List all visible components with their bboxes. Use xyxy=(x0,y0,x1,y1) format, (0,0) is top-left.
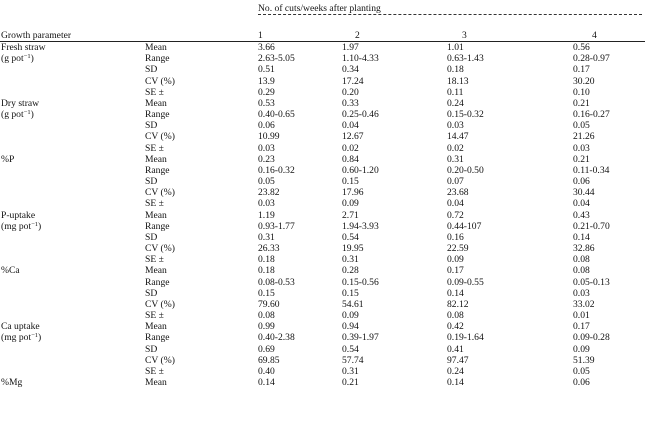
table-cell: 0.28-0.97 xyxy=(573,53,610,65)
table-cell: 0.04 xyxy=(447,198,464,210)
table-cell: 0.69 xyxy=(258,343,275,355)
table-cell: 22.59 xyxy=(447,243,469,255)
table-cell: 0.06 xyxy=(258,120,275,132)
table-cell: 0.60-1.20 xyxy=(342,164,379,176)
parameter-name: Fresh straw xyxy=(1,42,46,53)
table-cell: 0.21 xyxy=(573,153,590,165)
column-header-4: 4 xyxy=(592,30,597,41)
table-cell: 0.06 xyxy=(573,176,590,188)
table-cell: 0.25-0.46 xyxy=(342,109,379,121)
table-cell: 30.44 xyxy=(573,187,595,199)
table-cell: 0.40-0.65 xyxy=(258,109,295,121)
table-cell: 0.18 xyxy=(258,265,275,277)
table-cell: 69.85 xyxy=(258,354,280,366)
parameter-name: %Mg xyxy=(1,377,23,389)
table-cell: 14.47 xyxy=(447,131,469,143)
stat-label: CV (%) xyxy=(145,131,175,143)
stat-label: SE ± xyxy=(145,142,164,154)
table-cell: 0.18 xyxy=(447,64,464,76)
column-span-header: No. of cuts/weeks after planting xyxy=(258,3,381,14)
table-cell: 0.17 xyxy=(573,64,590,76)
table-cell: 0.23 xyxy=(258,153,275,165)
stat-label: SD xyxy=(145,287,158,299)
parameter-name: P-uptake xyxy=(1,209,36,221)
table-cell: 0.07 xyxy=(447,176,464,188)
table-cell: 0.31 xyxy=(342,365,359,377)
table-cell: 79.60 xyxy=(258,298,280,310)
stat-label: Range xyxy=(145,332,170,344)
parameter-unit: (g pot$^{-1}$) xyxy=(1,109,34,121)
table-cell: 32.86 xyxy=(573,243,595,255)
table-cell: 0.42 xyxy=(447,321,464,333)
table-cell: 0.15-0.56 xyxy=(342,276,379,288)
table-cell: 51.39 xyxy=(573,354,595,366)
stat-label: CV (%) xyxy=(145,354,175,366)
table-cell: 0.14 xyxy=(447,287,464,299)
table-cell: 0.17 xyxy=(447,265,464,277)
table-cell: 0.33 xyxy=(342,97,359,109)
table-cell: 0.29 xyxy=(258,86,275,98)
table-cell: 13.9 xyxy=(258,75,275,87)
stat-label: SE ± xyxy=(145,198,164,210)
stat-label: SD xyxy=(145,231,158,243)
table-cell: 0.08 xyxy=(447,310,464,322)
stat-label: Mean xyxy=(145,97,167,109)
table-cell: 17.96 xyxy=(342,187,364,199)
table-cell: 0.08 xyxy=(258,310,275,322)
stat-label: SE ± xyxy=(145,86,164,98)
table-cell: 0.24 xyxy=(447,97,464,109)
parameter-name: %P xyxy=(1,153,15,165)
table-cell: 0.54 xyxy=(342,343,359,355)
table-cell: 0.04 xyxy=(342,120,359,132)
stat-label: Range xyxy=(145,276,170,288)
table-cell: 0.06 xyxy=(573,377,590,389)
table-cell: 30.20 xyxy=(573,75,595,87)
table-cell: 0.02 xyxy=(447,142,464,154)
table-cell: 0.53 xyxy=(258,97,275,109)
parameter-name: Dry straw xyxy=(1,97,40,109)
stat-label: Mean xyxy=(145,265,167,277)
table-cell: 19.95 xyxy=(342,243,364,255)
table-cell: 0.44-107 xyxy=(447,220,482,232)
table-cell: 0.04 xyxy=(573,198,590,210)
table-cell: 0.10 xyxy=(573,86,590,98)
table-cell: 18.13 xyxy=(447,75,469,87)
table-cell: 0.21 xyxy=(342,377,359,389)
table-cell: 0.18 xyxy=(258,254,275,266)
table-cell: 0.15 xyxy=(342,176,359,188)
table-cell: 21.26 xyxy=(573,131,595,143)
table-cell: 0.41 xyxy=(447,343,464,355)
table-cell: 0.16-0.32 xyxy=(258,164,295,176)
column-header-2: 2 xyxy=(355,30,360,41)
stat-label: Mean xyxy=(145,377,167,389)
table-cell: 0.08 xyxy=(573,254,590,266)
table-cell: 0.03 xyxy=(573,142,590,154)
table-cell: 97.47 xyxy=(447,354,469,366)
stat-label: SD xyxy=(145,120,158,132)
table-cell: 17.24 xyxy=(342,75,364,87)
table-cell: 0.84 xyxy=(342,153,359,165)
growth-parameter-header: Growth parameter xyxy=(1,30,72,41)
table-cell: 0.94 xyxy=(342,321,359,333)
table-cell: 1.97 xyxy=(342,42,359,53)
stat-label: CV (%) xyxy=(145,243,175,255)
table-cell: 0.09 xyxy=(573,343,590,355)
table-cell: 26.33 xyxy=(258,243,280,255)
parameter-unit: (mg pot$^{-1}$) xyxy=(1,332,42,344)
stat-label: Mean xyxy=(145,42,167,53)
table-cell: 0.08-0.53 xyxy=(258,276,295,288)
stat-label: SD xyxy=(145,176,158,188)
column-header-1: 1 xyxy=(258,30,263,41)
stat-label: Mean xyxy=(145,321,167,333)
table-cell: 54.61 xyxy=(342,298,364,310)
stat-label: Range xyxy=(145,109,170,121)
table-cell: 0.15 xyxy=(342,287,359,299)
parameter-unit: (g pot$^{-1}$) xyxy=(1,53,34,65)
table-cell: 0.09 xyxy=(342,310,359,322)
table-cell: 0.20-0.50 xyxy=(447,164,484,176)
table-cell: 0.05 xyxy=(573,365,590,377)
stat-label: Range xyxy=(145,220,170,232)
table-cell: 0.08 xyxy=(573,265,590,277)
table-cell: 0.03 xyxy=(447,120,464,132)
table-cell: 1.94-3.93 xyxy=(342,220,379,232)
table-cell: 1.19 xyxy=(258,209,275,221)
table-cell: 0.28 xyxy=(342,265,359,277)
table-cell: 0.14 xyxy=(447,377,464,389)
parameter-unit: (mg pot$^{-1}$) xyxy=(1,220,42,232)
stat-label: Mean xyxy=(145,209,167,221)
table-cell: 1.10-4.33 xyxy=(342,53,379,65)
table-cell: 0.09-0.28 xyxy=(573,332,610,344)
table-cell: 0.20 xyxy=(342,86,359,98)
table-cell: 23.82 xyxy=(258,187,280,199)
stat-label: CV (%) xyxy=(145,75,175,87)
table-cell: 0.40 xyxy=(258,365,275,377)
table-cell: 0.56 xyxy=(573,42,590,53)
stat-label: SE ± xyxy=(145,254,164,266)
table-cell: 0.16-0.27 xyxy=(573,109,610,121)
stat-label: SD xyxy=(145,64,158,76)
table-cell: 0.39-1.97 xyxy=(342,332,379,344)
stat-label: SE ± xyxy=(145,310,164,322)
table-cell: 0.31 xyxy=(342,254,359,266)
table-cell: 0.05-0.13 xyxy=(573,276,610,288)
table-cell: 12.67 xyxy=(342,131,364,143)
table-cell: 0.34 xyxy=(342,64,359,76)
header-rule xyxy=(0,41,645,42)
table-cell: 2.63-5.05 xyxy=(258,53,295,65)
table-cell: 0.09 xyxy=(342,198,359,210)
table-cell: 0.05 xyxy=(573,120,590,132)
table-cell: 0.51 xyxy=(258,64,275,76)
table-cell: 0.72 xyxy=(447,209,464,221)
table-cell: 0.01 xyxy=(573,310,590,322)
table-cell: 0.11 xyxy=(447,86,464,98)
table-cell: 0.03 xyxy=(258,142,275,154)
stat-label: SE ± xyxy=(145,365,164,377)
table-cell: 0.21 xyxy=(573,97,590,109)
table-cell: 57.74 xyxy=(342,354,364,366)
table-cell: 0.15 xyxy=(258,287,275,299)
table-cell: 0.19-1.64 xyxy=(447,332,484,344)
stat-label: Range xyxy=(145,164,170,176)
table-cell: 3.66 xyxy=(258,42,275,53)
table-cell: 0.15-0.32 xyxy=(447,109,484,121)
table-cell: 0.31 xyxy=(258,231,275,243)
table-cell: 0.40-2.38 xyxy=(258,332,295,344)
stat-label: Mean xyxy=(145,153,167,165)
parameter-name: Ca uptake xyxy=(1,321,40,333)
table-cell: 0.05 xyxy=(258,176,275,188)
table-cell: 0.14 xyxy=(258,377,275,389)
table-cell: 0.21-0.70 xyxy=(573,220,610,232)
table-cell: 0.24 xyxy=(447,365,464,377)
table-cell: 0.93-1.77 xyxy=(258,220,295,232)
table-cell: 0.99 xyxy=(258,321,275,333)
table-cell: 2.71 xyxy=(342,209,359,221)
table-cell: 0.11-0.34 xyxy=(573,164,610,176)
table-cell: 10.99 xyxy=(258,131,280,143)
column-header-3: 3 xyxy=(462,30,467,41)
table-cell: 0.16 xyxy=(447,231,464,243)
table-cell: 0.14 xyxy=(573,231,590,243)
table-cell: 0.03 xyxy=(573,287,590,299)
stat-label: Range xyxy=(145,53,170,65)
table-cell: 0.63-1.43 xyxy=(447,53,484,65)
table-cell: 0.09-0.55 xyxy=(447,276,484,288)
table-cell: 0.09 xyxy=(447,254,464,266)
table-cell: 1.01 xyxy=(447,42,464,53)
table-cell: 0.03 xyxy=(258,198,275,210)
table-cell: 0.17 xyxy=(573,321,590,333)
header-dashed-rule xyxy=(258,14,642,15)
table-cell: 82.12 xyxy=(447,298,469,310)
table-cell: 0.43 xyxy=(573,209,590,221)
stat-label: CV (%) xyxy=(145,298,175,310)
stat-label: CV (%) xyxy=(145,187,175,199)
parameter-name: %Ca xyxy=(1,265,20,277)
table-cell: 0.02 xyxy=(342,142,359,154)
stat-label: SD xyxy=(145,343,158,355)
table-cell: 33.02 xyxy=(573,298,595,310)
table-cell: 0.54 xyxy=(342,231,359,243)
table-cell: 0.31 xyxy=(447,153,464,165)
table-cell: 23.68 xyxy=(447,187,469,199)
